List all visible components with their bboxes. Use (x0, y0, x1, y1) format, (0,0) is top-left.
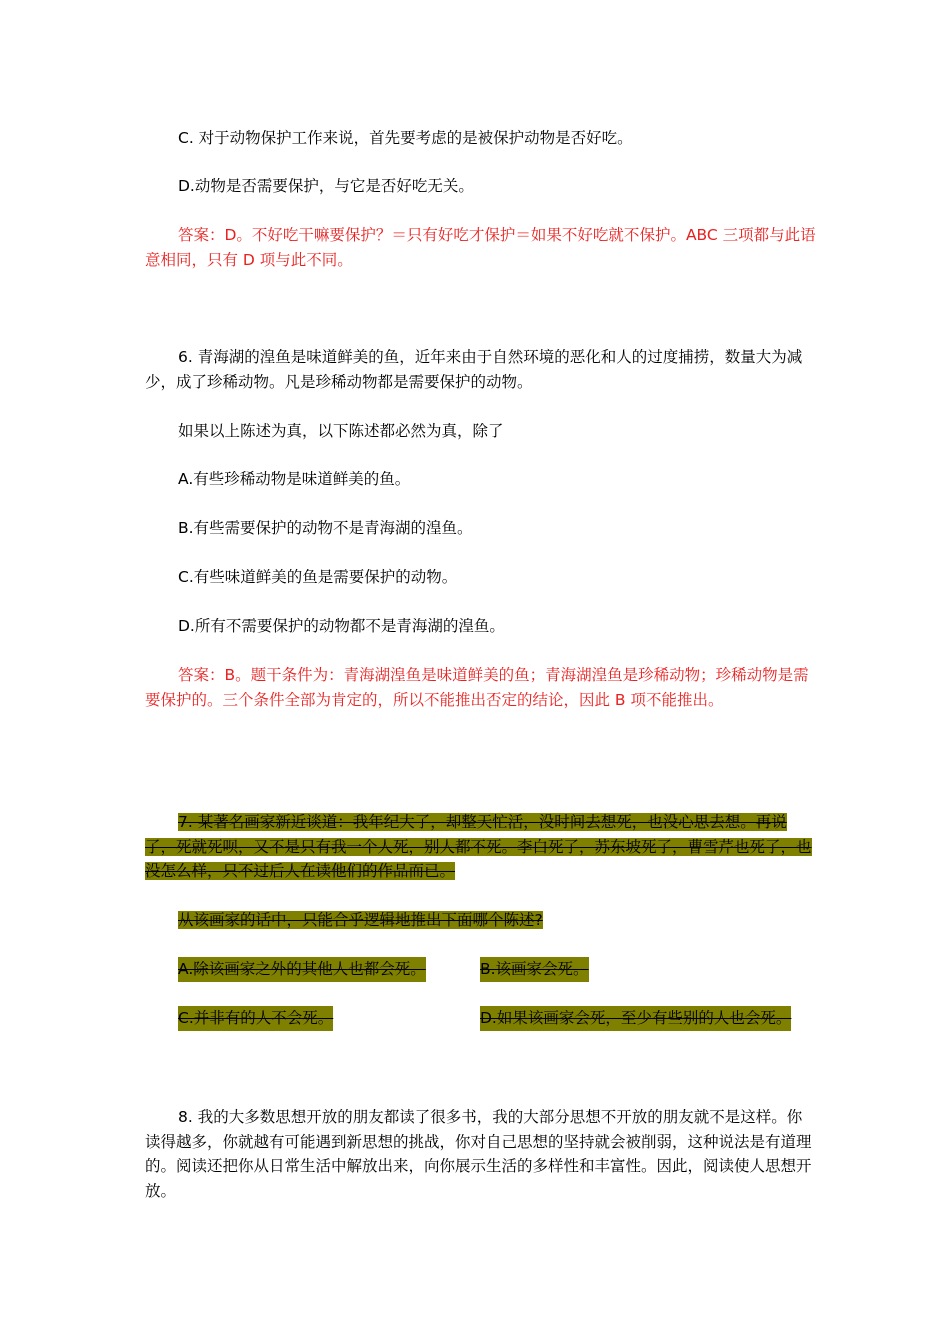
q7-stem-text: 7. 某著名画家新近谈道：我年纪大了，却整天忙活，没时间去想死，也没心思去想。再说了，死就死呗，又不是只有我一个人死，别人都不死。李白死了，苏东坡死了，曹雪芹也死了，也没怎么样，只不过后人在读他们的作品而已。 (145, 813, 812, 880)
q5-answer: 答案：D。不好吃干嘛要保护？＝只有好吃才保护＝如果不好吃就不保护。ABC 三项都与此语意相同，只有 D 项与此不同。 (145, 226, 816, 269)
q7-options-row-1 (145, 957, 825, 982)
q6-option-b: B.有些需要保护的动物不是青海湖的湟鱼。 (178, 519, 473, 537)
q6-prompt: 如果以上陈述为真，以下陈述都必然为真，除了 (178, 422, 504, 440)
q6-answer: 答案：B。题干条件为：青海湖湟鱼是味道鲜美的鱼；青海湖湟鱼是珍稀动物；珍稀动物是需要保护的。三个条件全部为肯定的，所以不能推出否定的结论，因此 B 项不能推出。 (145, 666, 809, 709)
q5-option-d: D.动物是否需要保护，与它是否好吃无关。 (178, 177, 474, 195)
q7-option-b: B.该画家会死。 (480, 957, 589, 982)
q7-option-d: D.如果该画家会死，至少有些别的人也会死。 (480, 1006, 791, 1031)
q7-option-c: C.并非有的人不会死。 (178, 1006, 333, 1031)
q8-stem: 8. 我的大多数思想开放的朋友都读了很多书，我的大部分思想不开放的朋友就不是这样。你读得越多，你就越有可能遇到新思想的挑战，你对自己思想的坚持就会被削弱，这种说法是有道理的。阅读还把你从日常生活中解放出来，向你展示生活的多样性和丰富性。因此，阅读使人思想开放。 (145, 1108, 812, 1200)
q7-option-a: A.除该画家之外的其他人也都会死。 (178, 957, 426, 982)
q6-stem: 6. 青海湖的湟鱼是味道鲜美的鱼，近年来由于自然环境的恶化和人的过度捕捞，数量大为减少，成了珍稀动物。凡是珍稀动物都是需要保护的动物。 (145, 348, 803, 391)
q6-option-d: D.所有不需要保护的动物都不是青海湖的湟鱼。 (178, 617, 505, 635)
q5-option-c: C. 对于动物保护工作来说，首先要考虑的是被保护动物是否好吃。 (178, 129, 633, 147)
q7-stem (145, 810, 817, 884)
q7-options-row-2 (145, 1006, 825, 1031)
q6-option-c: C.有些味道鲜美的鱼是需要保护的动物。 (178, 568, 458, 586)
q7-prompt (145, 908, 817, 933)
q7-prompt-text: 从该画家的话中，只能合乎逻辑地推出下面哪个陈述? (178, 911, 543, 929)
q6-option-a: A.有些珍稀动物是味道鲜美的鱼。 (178, 470, 411, 488)
